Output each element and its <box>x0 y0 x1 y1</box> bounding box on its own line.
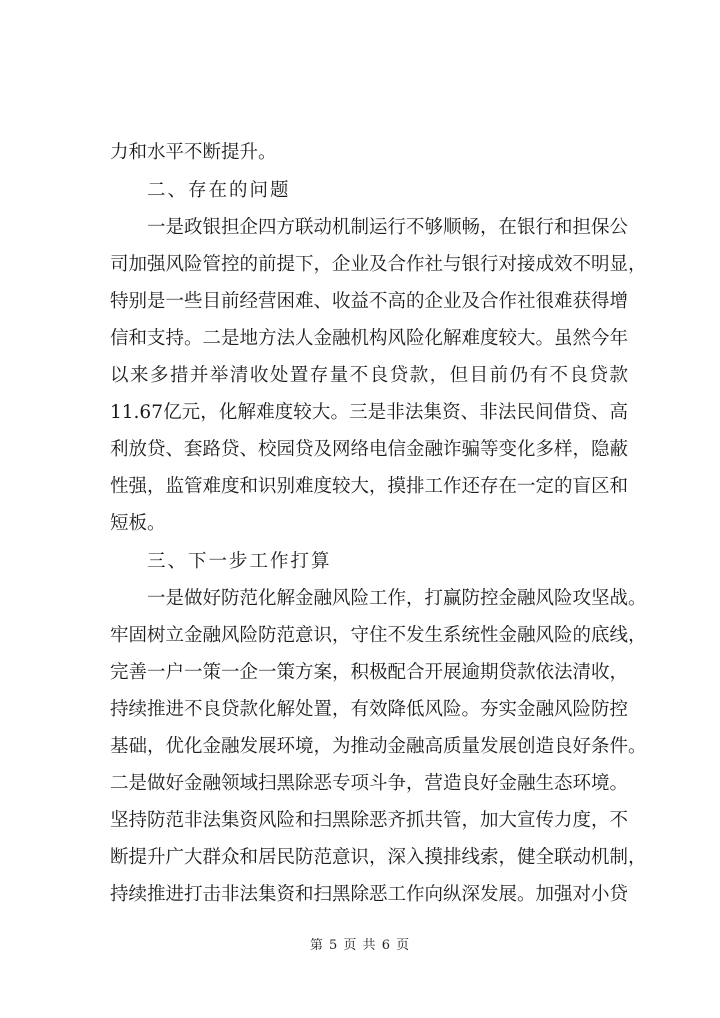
paragraph-line: 性强，监管难度和识别难度较大，摸排工作还存在一定的盲区和 <box>110 476 629 497</box>
paragraph-line: 信和支持。二是地方法人金融机构风险化解难度较大。虽然今年 <box>110 328 629 349</box>
paragraph-line: 力和水平不断提升。 <box>110 142 277 163</box>
paragraph-line: 一是政银担企四方联动机制运行不够顺畅，在银行和担保公 <box>147 217 629 238</box>
paragraph-line: 基础，优化金融发展环境，为推动金融高质量发展创造良好条件。 <box>110 736 647 757</box>
paragraph-line: 特别是一些目前经营困难、收益不高的企业及合作社很难获得增 <box>110 291 629 312</box>
paragraph-line: 完善一户一策一企一策方案，积极配合开展逾期贷款依法清收， <box>110 662 629 683</box>
paragraph-line: 司加强风险管控的前提下，企业及合作社与银行对接成效不明显， <box>110 254 647 275</box>
paragraph-line: 断提升广大群众和居民防范意识，深入摸排线索，健全联动机制， <box>110 847 647 868</box>
paragraph-line: 牢固树立金融风险防范意识，守住不发生系统性金融风险的底线， <box>110 625 647 646</box>
paragraph-line: 以来多措并举清收处置存量不良贷款，但目前仍有不良贷款 <box>110 365 628 386</box>
paragraph-line: 11.67亿元，化解难度较大。三是非法集资、非法民间借贷、高 <box>110 402 628 423</box>
paragraph-line: 坚持防范非法集资风险和扫黑除恶齐抓共管，加大宣传力度，不 <box>110 810 629 831</box>
paragraph-line: 持续推进不良贷款化解处置，有效降低风险。夯实金融风险防控 <box>110 699 629 720</box>
paragraph-line: 持续推进打击非法集资和扫黑除恶工作向纵深发展。加强对小贷 <box>110 884 629 905</box>
section-heading: 二、存在的问题 <box>147 180 291 201</box>
paragraph-line: 二是做好金融领域扫黑除恶专项斗争，营造良好金融生态环境。 <box>110 773 629 794</box>
page-number-footer: 第 5 页 共 6 页 <box>309 938 411 953</box>
section-heading: 三、下一步工作打算 <box>147 551 332 572</box>
paragraph-line: 一是做好防范化解金融风险工作，打赢防控金融风险攻坚战。 <box>147 588 647 609</box>
paragraph-line: 利放贷、套路贷、校园贷及网络电信金融诈骗等变化多样，隐蔽 <box>110 439 629 460</box>
paragraph-line: 短板。 <box>110 513 166 534</box>
